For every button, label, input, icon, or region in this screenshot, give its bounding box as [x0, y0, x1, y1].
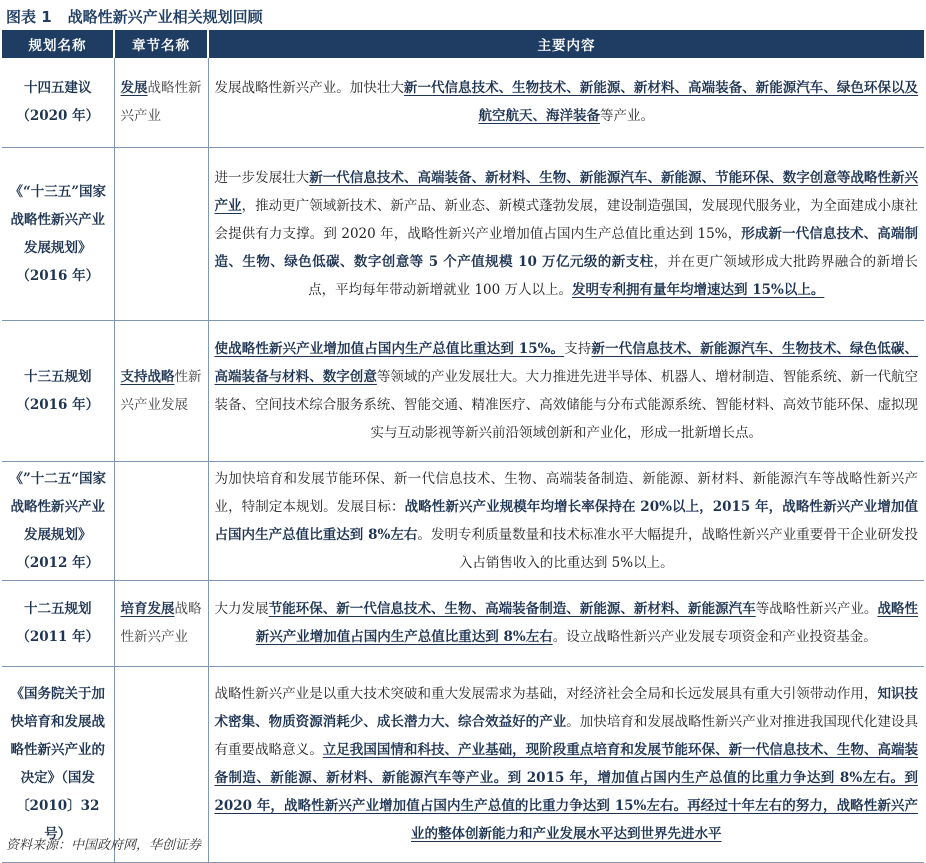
plan-name-cell: 《“十三五”国家战略性新兴产业发展规划》（2016 年） — [2, 147, 114, 320]
highlight-text: 战略性新兴产业增加值占国内生产总值比重达到 8%左右 — [255, 601, 919, 645]
chapter-cell — [114, 147, 208, 320]
highlight-text: 立足我国国情和科技、产业基础，现阶段重点培育和发展节能环保、新一代信息技术、生物、高端装备制造、新能源、新材料、新能源汽车等产业。到 2015 年，增加值占国内生产总值的比重力争达到 8%左右。到 2020 年，战略性新兴产业增加值占国内生产总值的比重力争达到 15%左右。再经过十年左右的努力，战略性新兴产业的整体创新能力和产业发展水平达到世界先进水平 — [214, 742, 919, 842]
table-row — [2, 320, 924, 461]
plan-name-cell: 十四五建议（2020 年） — [2, 58, 114, 147]
content-cell — [208, 58, 924, 147]
text-segment: 支持 — [564, 340, 592, 357]
text-segment: ，推动更广领域新技术、新产品、新业态、新模式蓬勃发展，建设制造强国，发展现代服务业，为全面建成小康社会提供有力支撑。到 2020 年，战略性新兴产业增加值占国内生产总值比重达到 15%， — [214, 197, 919, 242]
text-segment: 等领域的产业发展壮大。大力推进先进半导体、机器人、增材制造、智能系统、新一代航空装备、空间技术综合服务系统、智能交通、精准医疗、高效储能与分布式能源系统、智能材料、高效节能环保、虚拟现实与互动影视等新兴前沿领域创新和产业化，形成一批新增长点。 — [214, 368, 919, 441]
text-segment: 等产业。 — [600, 108, 654, 125]
column-header-chapter: 章节名称 — [114, 30, 208, 58]
text-segment: 进一步发展壮大 — [214, 169, 310, 186]
column-header-plan: 规划名称 — [2, 30, 114, 58]
table-row — [2, 147, 924, 320]
text-segment: 性新兴产业发展 — [120, 368, 202, 413]
bold-text: 知识技术密集、物质资源消耗少、成长潜力大、综合效益好的产业 — [214, 686, 919, 730]
figure-label: 图表 1 — [6, 7, 52, 26]
content-cell — [208, 320, 924, 461]
text-segment: 战略性新兴产业 — [120, 601, 202, 645]
table-row — [2, 580, 924, 666]
figure-title: 战略性新兴产业相关规划回顾 — [67, 7, 263, 26]
text-segment: 。设立战略性新兴产业发展专项资金和产业投资基金。 — [552, 629, 877, 645]
text-segment: 战略性新兴产业 — [120, 80, 202, 125]
chapter-cell — [114, 666, 208, 862]
highlight-text: 新一代信息技术、生物技术、新能源、新材料、高端装备、新能源汽车、绿色环保以及航空航天、海洋装备 — [403, 80, 919, 125]
highlight-text: 发明专利拥有量年均增速达到 15%以上。 — [572, 281, 825, 298]
content-cell — [208, 666, 924, 862]
bold-text: 形成新一代信息技术、高端制造、生物、绿色低碳、数字创意等 5 个产值规模 10 万亿元级的新支柱 — [214, 225, 918, 270]
figure-caption — [6, 4, 263, 28]
plans-table — [2, 30, 924, 863]
plan-name-cell: 十三五规划（2016 年） — [2, 320, 114, 461]
highlight-text: 发展 — [120, 80, 148, 97]
content-cell — [208, 147, 924, 320]
plan-name-cell: 十二五规划（2011 年） — [2, 580, 114, 666]
content-cell — [208, 461, 924, 580]
chapter-cell — [114, 461, 208, 580]
text-segment: 发展战略性新兴产业。加快壮大 — [214, 80, 404, 97]
highlight-text: 节能环保、新一代信息技术、生物、高端装备制造、新能源、新材料、新能源汽车 — [268, 601, 756, 617]
chapter-cell — [114, 580, 208, 666]
table-header-row — [2, 30, 924, 58]
table-row — [2, 461, 924, 580]
column-header-content: 主要内容 — [208, 30, 924, 58]
plan-name-cell: 《”十二五“国家战略性新兴产业发展规划》（2012 年） — [2, 461, 114, 580]
text-segment: 。发明专利质量数量和技术标准水平大幅提升，战略性新兴产业重要骨干企业研发投入占销售收入的比重达到 5%以上。 — [417, 526, 919, 571]
table-row — [2, 666, 924, 862]
highlight-text: 培育发展 — [120, 601, 175, 617]
text-segment: ，并在更广领域形成大批跨界融合的新增长点，平均每年带动新增就业 100 万人以上。 — [308, 253, 919, 298]
text-segment: 。加快培育和发展战略性新兴产业对推进我国现代化建设具有重要战略意义。 — [214, 714, 919, 758]
text-segment: 大力发展 — [214, 601, 269, 617]
text-segment: 等战略性新兴产业。 — [755, 601, 878, 617]
highlight-text: 支持战略 — [120, 368, 175, 385]
highlight-text: 新一代信息技术、高端装备、新材料、生物、新能源汽车、新能源、节能环保、数字创意等战略性新兴产业 — [214, 169, 919, 214]
table-row — [2, 58, 924, 147]
highlight-text: 使战略性新兴产业增加值占国内生产总值比重达到 15%。 — [214, 340, 565, 357]
source-note: 资料来源：中国政府网，华创证券 — [6, 838, 202, 853]
content-cell — [208, 580, 924, 666]
highlight-text: 新一代信息技术、新能源汽车、生物技术、绿色低碳、高端装备与材料、数字创意 — [214, 340, 918, 385]
chapter-cell — [114, 320, 208, 461]
bold-text: 战略性新兴产业规模年均增长率保持在 20%以上，2015 年，战略性新兴产业增加值占国内生产总值比重达到 8%左右 — [214, 498, 918, 543]
text-segment: 战略性新兴产业是以重大技术突破和重大发展需求为基础，对经济社会全局和长远发展具有重大引领带动作用， — [214, 686, 878, 702]
text-segment: 为加快培育和发展节能环保、新一代信息技术、生物、高端装备制造、新能源、新材料、新能源汽车等战略性新兴产业，特制定本规划。发展目标： — [214, 470, 918, 515]
chapter-cell — [114, 58, 208, 147]
plan-name-cell: 《国务院关于加快培育和发展战略性新兴产业的决定》（国发〔2010〕32 号） — [2, 666, 114, 862]
